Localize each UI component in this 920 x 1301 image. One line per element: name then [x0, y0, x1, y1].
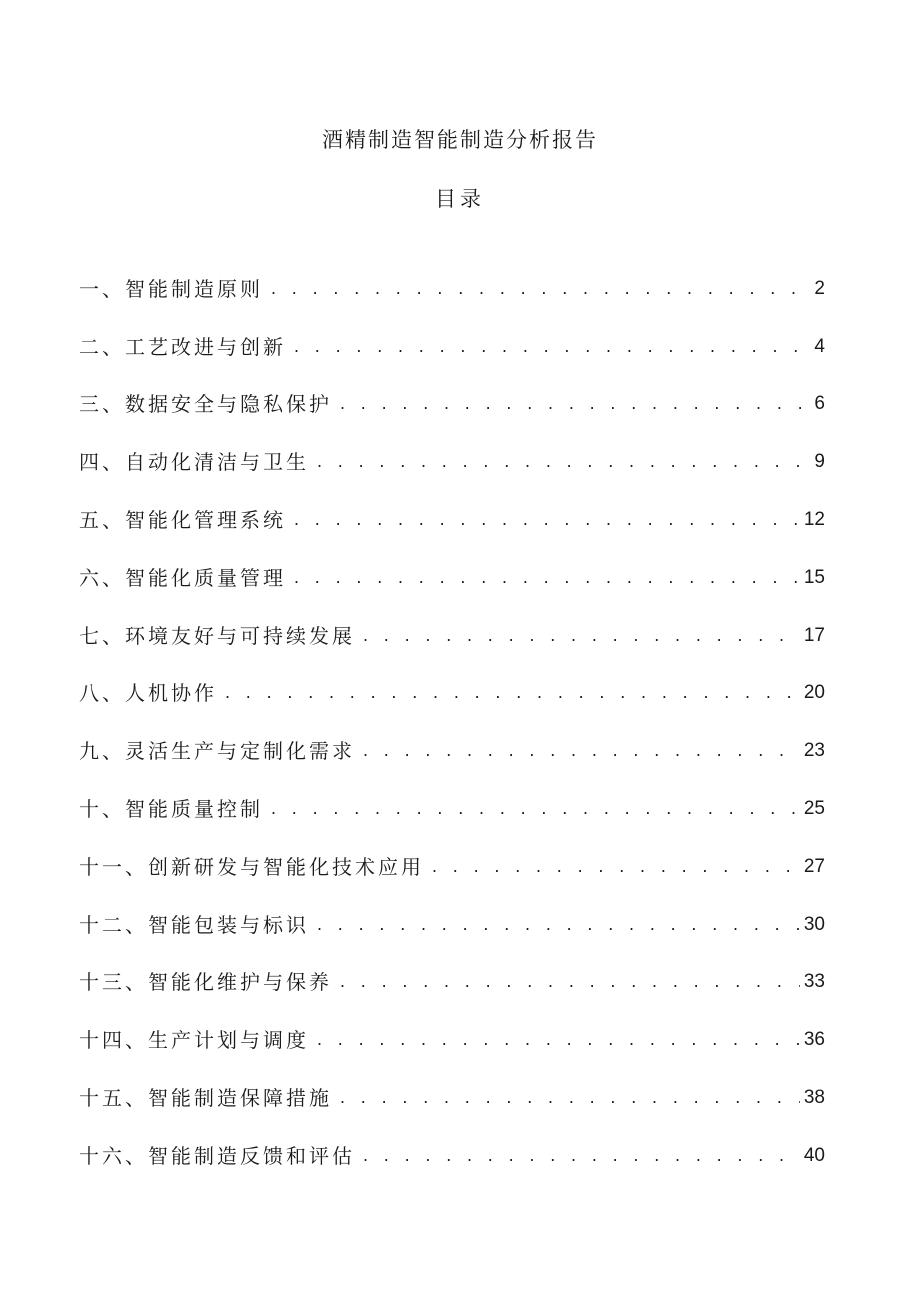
- toc-entry-label: 十、智能质量控制: [79, 796, 263, 821]
- toc-entry[interactable]: [79, 534, 825, 592]
- toc-page-number: 38: [803, 1086, 825, 1108]
- toc-page-number: 9: [814, 451, 825, 473]
- toc-entry-label: 四、自动化清洁与卫生: [79, 450, 309, 475]
- toc-dot-leader: [317, 449, 810, 473]
- toc-page-number: 12: [803, 508, 825, 530]
- toc-entry[interactable]: [79, 303, 825, 361]
- toc-entry[interactable]: [79, 245, 825, 303]
- toc-entry-label: 八、人机协作: [79, 681, 217, 706]
- toc-dot-leader: [340, 1085, 800, 1109]
- toc-dot-leader: [225, 680, 800, 704]
- toc-page-number: 17: [803, 624, 825, 646]
- toc-entry-label: 五、智能化管理系统: [79, 507, 286, 532]
- toc-dot-leader: [363, 1143, 800, 1167]
- toc-dot-leader: [363, 738, 800, 762]
- toc-page-number: 4: [814, 335, 825, 357]
- toc-page-number: 25: [803, 797, 825, 819]
- toc-entry[interactable]: [79, 650, 825, 708]
- toc-entry-label: 十一、创新研发与智能化技术应用: [79, 854, 424, 879]
- table-of-contents: [79, 245, 825, 1170]
- toc-dot-leader: [271, 276, 810, 300]
- toc-entry[interactable]: [79, 996, 825, 1054]
- toc-dot-leader: [340, 969, 800, 993]
- toc-entry-label: 七、环境友好与可持续发展: [79, 623, 355, 648]
- toc-heading: 目录: [435, 187, 485, 211]
- toc-entry-label: 十六、智能制造反馈和评估: [79, 1143, 355, 1168]
- toc-entry-label: 十二、智能包装与标识: [79, 912, 309, 937]
- toc-entry[interactable]: [79, 1112, 825, 1170]
- toc-entry-label: 十四、生产计划与调度: [79, 1028, 309, 1053]
- toc-dot-leader: [271, 796, 800, 820]
- toc-entry-label: 六、智能化质量管理: [79, 565, 286, 590]
- toc-entry-label: 九、灵活生产与定制化需求: [79, 739, 355, 764]
- toc-dot-leader: [294, 334, 810, 358]
- toc-entry-label: 二、工艺改进与创新: [79, 334, 286, 359]
- toc-dot-leader: [294, 507, 800, 531]
- toc-dot-leader: [432, 854, 800, 878]
- toc-dot-leader: [317, 1027, 800, 1051]
- toc-entry-label: 三、数据安全与隐私保护: [79, 392, 332, 417]
- toc-page-number: 6: [814, 393, 825, 415]
- toc-page-number: 33: [803, 971, 825, 993]
- toc-entry-label: 十五、智能制造保障措施: [79, 1085, 332, 1110]
- toc-page-number: 30: [803, 913, 825, 935]
- toc-entry[interactable]: [79, 765, 825, 823]
- toc-entry[interactable]: [79, 881, 825, 939]
- toc-page-number: 27: [803, 855, 825, 877]
- toc-entry[interactable]: [79, 1054, 825, 1112]
- toc-entry-label: 一、智能制造原则: [79, 276, 263, 301]
- document-title: 酒精制造智能制造分析报告: [322, 128, 598, 152]
- toc-entry[interactable]: [79, 476, 825, 534]
- toc-dot-leader: [294, 565, 800, 589]
- toc-page-number: 2: [814, 277, 825, 299]
- toc-entry[interactable]: [79, 592, 825, 650]
- toc-page-number: 40: [803, 1144, 825, 1166]
- toc-page-number: 23: [803, 740, 825, 762]
- toc-page-number: 20: [803, 682, 825, 704]
- toc-dot-leader: [317, 912, 800, 936]
- toc-entry[interactable]: [79, 418, 825, 476]
- toc-entry[interactable]: [79, 707, 825, 765]
- toc-dot-leader: [363, 623, 800, 647]
- toc-page-number: 36: [803, 1029, 825, 1051]
- toc-entry[interactable]: [79, 823, 825, 881]
- toc-dot-leader: [340, 391, 810, 415]
- toc-entry[interactable]: [79, 361, 825, 419]
- toc-entry-label: 十三、智能化维护与保养: [79, 970, 332, 995]
- toc-page-number: 15: [803, 566, 825, 588]
- toc-entry[interactable]: [79, 939, 825, 997]
